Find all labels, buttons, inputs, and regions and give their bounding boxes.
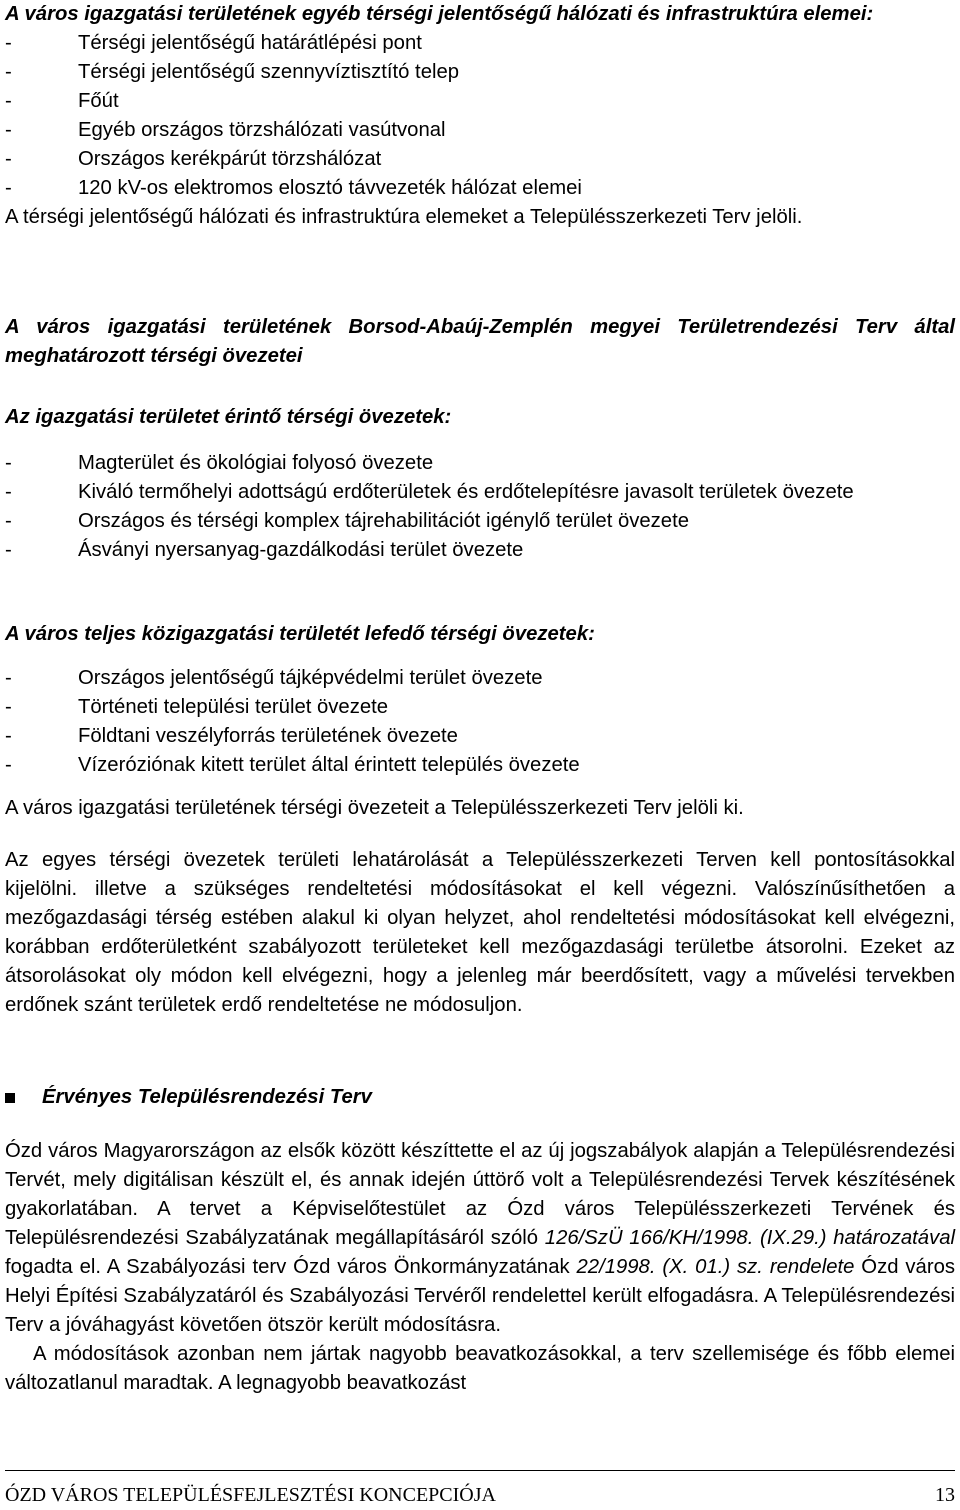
section-subheading: A város teljes közigazgatási területét lefedő térségi övezetek: <box>5 623 595 645</box>
affected-zones-list <box>5 449 955 565</box>
list-item: - Térségi jelentőségű határátlépési pont <box>5 29 955 58</box>
paragraph: Az egyes térségi övezetek területi lehatárolását a Településszerkezeti Terven kell pontosításokkal kijelölni. illetve a szükséges rendeltetési módosításokat el kell végezni. Valószínűsíthetően a mezőgazdasági térség estében alakul ki olyan helyzet, ahol rendeltetési módosításokat kell elvégezni, korábban erdőterületként szabályozott területeket kell mezőgazdasági területbe átsorolni. Ezeket az átsorolásokat oly módon kell elvégezni, hogy a jelenleg már beerdősített, vagy a művelési tervekben erdőnek szánt területek erdő rendeltetése ne módosuljon. <box>5 849 955 1016</box>
paragraph: A módosítások azonban nem jártak nagyobb beavatkozásokkal, a terv szellemisége és főbb elemei változatlanul maradtak. A legnagyobb beavatkozást <box>5 1343 955 1394</box>
paragraph: A térségi jelentőségű hálózati és infrastruktúra elemeket a Településszerkezeti Terv jelöli. <box>5 206 803 228</box>
full-area-zones-list <box>5 664 955 780</box>
list-item: - Országos kerékpárút törzshálózat <box>5 145 955 174</box>
section-heading: Érvényes Településrendezési Terv <box>42 1086 372 1108</box>
section-affected-zones <box>5 403 955 565</box>
section-subheading: Az igazgatási területet érintő térségi övezetek: <box>5 406 452 428</box>
list-item: - Ásványi nyersanyag-gazdálkodási terület övezete <box>5 536 955 565</box>
square-bullet-icon <box>5 1093 15 1103</box>
section-valid-plan <box>5 1083 955 1398</box>
list-item: - Országos jelentőségű tájképvédelmi terület övezete <box>5 664 955 693</box>
page-footer <box>5 1470 955 1510</box>
list-item: - Kiváló termőhelyi adottságú erdőterületek és erdőtelepítésre javasolt területek övezete <box>5 478 955 507</box>
footer-title: ÓZD VÁROS TELEPÜLÉSFEJLESZTÉSI KONCEPCIÓJA <box>5 1484 496 1506</box>
list-item: - Országos és térségi komplex tájrehabilitációt igénylő terület övezete <box>5 507 955 536</box>
decree-reference: 22/1998. (X. 01.) sz. rendelete <box>576 1256 855 1278</box>
list-item: - Térségi jelentőségű szennyvíztisztító telep <box>5 58 955 87</box>
page-number: 13 <box>935 1484 955 1506</box>
list-item: - Magterület és ökológiai folyosó övezete <box>5 449 955 478</box>
list-item: - Történeti települési terület övezete <box>5 693 955 722</box>
text-run: Ózd város Magyarországon az elsők között készíttette el az új jogszabályok alapján a Településrendezési Tervét, mely digitálisan készült el, és annak idején úttörő volt a Településrendezési Tervek készítésének gyakorlatában. A tervet a Képviselőtestület az Ózd város Településszerkezeti Tervének és Településrendezési Szabályzatának megállapításáról szóló <box>5 1140 955 1249</box>
section-infrastructure <box>5 0 955 232</box>
text-run: Ózd város Helyi Építési Szabályzatáról és Szabályozási Tervéről rendelettel került elfogadásra. A Településrendezési Terv a jóváhagyást követően ötször került módosításra. <box>5 1256 955 1336</box>
list-item: - 120 kV-os elektromos elosztó távvezeték hálózat elemei <box>5 174 955 203</box>
list-item: - Egyéb országos törzshálózati vasútvonal <box>5 116 955 145</box>
list-item: - Földtani veszélyforrás területének övezete <box>5 722 955 751</box>
list-item: - Vízeróziónak kitett terület által érintett település övezete <box>5 751 955 780</box>
section-heading: A város igazgatási területének egyéb térségi jelentőségű hálózati és infrastruktúra elemei: <box>5 3 874 25</box>
infrastructure-list <box>5 29 955 203</box>
section-regional-zones <box>5 313 955 371</box>
paragraph <box>5 1137 955 1340</box>
section-heading: A város igazgatási területének Borsod-Abaúj-Zemplén megyei Területrendezési Terv által meghatározott térségi övezetei <box>5 316 955 367</box>
list-item: - Főút <box>5 87 955 116</box>
text-run: fogadta el. A Szabályozási terv Ózd város Önkormányzatának <box>5 1256 577 1278</box>
section-full-area-zones <box>5 620 955 1020</box>
section-heading-row <box>5 1083 955 1112</box>
paragraph: A város igazgatási területének térségi övezeteit a Településszerkezeti Terv jelöli ki. <box>5 797 744 819</box>
resolution-reference: 126/SzÜ 166/KH/1998. (IX.29.) határozatával <box>544 1227 955 1249</box>
